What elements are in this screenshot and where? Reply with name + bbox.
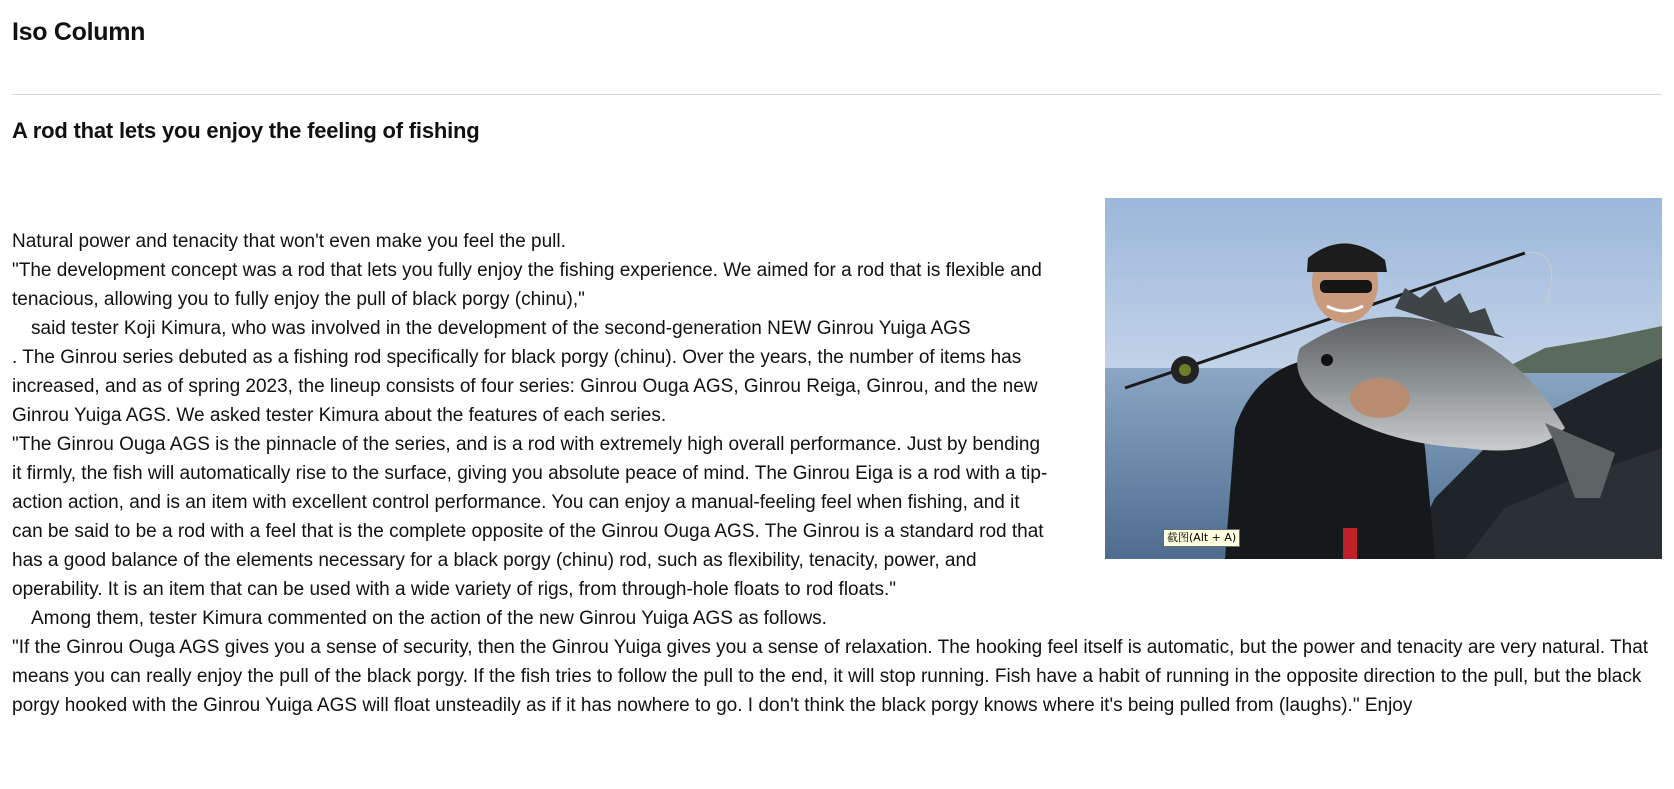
screenshot-tooltip: 截图(Alt + A) — [1163, 529, 1240, 547]
paragraph-lead-in: Among them, tester Kimura commented on the action of the new Ginrou Yuiga AGS as follows. — [31, 608, 827, 629]
article-body — [12, 227, 1662, 720]
header-divider — [12, 94, 1662, 95]
article-title: A rod that lets you enjoy the feeling of fishing — [12, 118, 480, 143]
paragraph-attribution: said tester Koji Kimura, who was involved in the development of the second-generation NEW Ginrou Yuiga AGS — [31, 318, 971, 339]
paragraph-quote-concept: "The development concept was a rod that lets you fully enjoy the fishing experience. We aimed for a rod that is flexible and tenacious, allowing you to fully enjoy the pull of black porgy (chinu)," — [12, 260, 1042, 310]
paragraph-quote-series: "The Ginrou Ouga AGS is the pinnacle of the series, and is a rod with extremely high overall performance. Just by bending it firmly, the fish will automatically rise to the surface, giving you absolute peace of mind. The Ginrou Eiga is a rod with a tip-action action, and is an item with excellent control performance. You can enjoy a manual-feeling feel when fishing, and it can be said to be a rod with a feel that is the complete opposite of the Ginrou Ouga AGS. The Ginrou is a standard rod that has a good balance of the elements necessary for a black porgy (chinu) rod, such as flexibility, tenacity, power, and operability. It is an item that can be used with a wide variety of rigs, from through-hole floats to rod floats." — [12, 434, 1048, 600]
paragraph-series: . The Ginrou series debuted as a fishing rod specifically for black porgy (chinu). Over the years, the number of items has increased, and as of spring 2023, the lineup consists of four series: Ginrou Ouga AGS, Ginrou Reiga, Ginrou, and the new Ginrou Yuiga AGS. We asked tester Kimura about the features of each series. — [12, 347, 1038, 426]
paragraph-quote-yuiga: "If the Ginrou Ouga AGS gives you a sense of security, then the Ginrou Yuiga gives you a sense of relaxation. The hooking feel itself is automatic, but the power and tenacity are very natural. That means you can really enjoy the pull of the black porgy. If the fish tries to follow the pull to the end, it will stop running. Fish have a habit of running in the opposite direction to the pull, but the black porgy hooked with the Ginrou Yuiga AGS will float unsteadily as if it has nowhere to go. I don't think the black porgy knows where it's being pulled from (laughs)." Enjoy — [12, 637, 1649, 716]
site-title: Iso Column — [12, 18, 146, 46]
text-column-beside-photo — [12, 227, 1052, 633]
paragraph-intro: Natural power and tenacity that won't even make you feel the pull. — [12, 231, 566, 252]
